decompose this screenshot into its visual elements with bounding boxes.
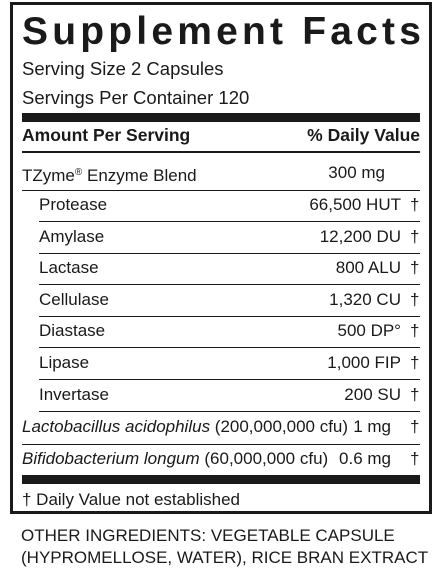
other-ingredients-line-1: OTHER INGREDIENTS: VEGETABLE CAPSULE <box>21 526 395 545</box>
row-divider <box>39 411 420 412</box>
probiotic-amount: 0.6 mg <box>339 449 391 468</box>
probiotic-cfu: (60,000,000 cfu) <box>199 449 329 468</box>
blend-name <box>22 163 197 186</box>
row-divider <box>22 190 420 191</box>
enzyme-amount: 200 SU <box>344 385 401 404</box>
probiotic-species: Lactobacillus acidophilus <box>22 417 211 436</box>
enzyme-amount: 1,000 FIP <box>327 353 401 372</box>
enzyme-name: Diastase <box>39 321 106 340</box>
daily-value-dagger: † <box>410 417 420 436</box>
servings-per-container: Servings Per Container 120 <box>22 87 250 108</box>
row-divider <box>39 347 420 348</box>
supplement-facts-panel <box>10 2 432 514</box>
daily-value-header: % Daily Value <box>307 125 420 145</box>
enzyme-amount: 500 DP° <box>337 321 401 340</box>
enzyme-name: Amylase <box>39 227 105 246</box>
probiotic-name <box>22 449 328 469</box>
daily-value-dagger: † <box>410 195 420 214</box>
row-divider <box>22 444 420 445</box>
daily-value-dagger: † <box>410 290 420 309</box>
row-divider <box>39 253 420 254</box>
probiotic-cfu: (200,000,000 cfu) <box>210 417 349 436</box>
blend-brand: TZyme <box>22 166 75 185</box>
enzyme-amount: 66,500 HUT <box>309 195 401 214</box>
enzyme-name: Protease <box>39 195 108 214</box>
enzyme-amount: 1,320 CU <box>329 290 401 309</box>
thick-divider-bottom <box>22 475 420 484</box>
daily-value-dagger: † <box>410 258 420 277</box>
other-ingredients-line-2: (HYPROMELLOSE, WATER), RICE BRAN EXTRACT <box>21 548 429 567</box>
serving-size: Serving Size 2 Capsules <box>22 58 224 79</box>
row-divider <box>39 316 420 317</box>
row-divider <box>39 379 420 380</box>
row-divider <box>39 221 420 222</box>
enzyme-name: Invertase <box>39 385 109 404</box>
other-ingredients <box>21 525 428 569</box>
enzyme-name: Lactase <box>39 258 99 277</box>
blend-amount: 300 mg <box>328 163 385 182</box>
daily-value-dagger: † <box>410 385 420 404</box>
probiotic-species: Bifidobacterium longum <box>22 449 200 468</box>
probiotic-name <box>22 417 348 437</box>
registered-mark: ® <box>74 167 83 178</box>
daily-value-dagger: † <box>410 449 420 468</box>
enzyme-name: Cellulase <box>39 290 109 309</box>
enzyme-amount: 12,200 DU <box>319 227 401 246</box>
label-title: Supplement Facts <box>22 10 426 53</box>
enzyme-amount: 800 ALU <box>335 258 401 277</box>
daily-value-dagger: † <box>410 321 420 340</box>
header-divider <box>22 151 420 153</box>
probiotic-amount: 1 mg <box>353 417 391 436</box>
enzyme-name: Lipase <box>39 353 90 372</box>
footnote: † Daily Value not established <box>22 490 240 509</box>
daily-value-dagger: † <box>410 227 420 246</box>
row-divider <box>39 284 420 285</box>
blend-suffix: Enzyme Blend <box>82 166 197 185</box>
thick-divider-top <box>22 113 420 122</box>
daily-value-dagger: † <box>410 353 420 372</box>
amount-per-serving-header: Amount Per Serving <box>22 125 191 145</box>
